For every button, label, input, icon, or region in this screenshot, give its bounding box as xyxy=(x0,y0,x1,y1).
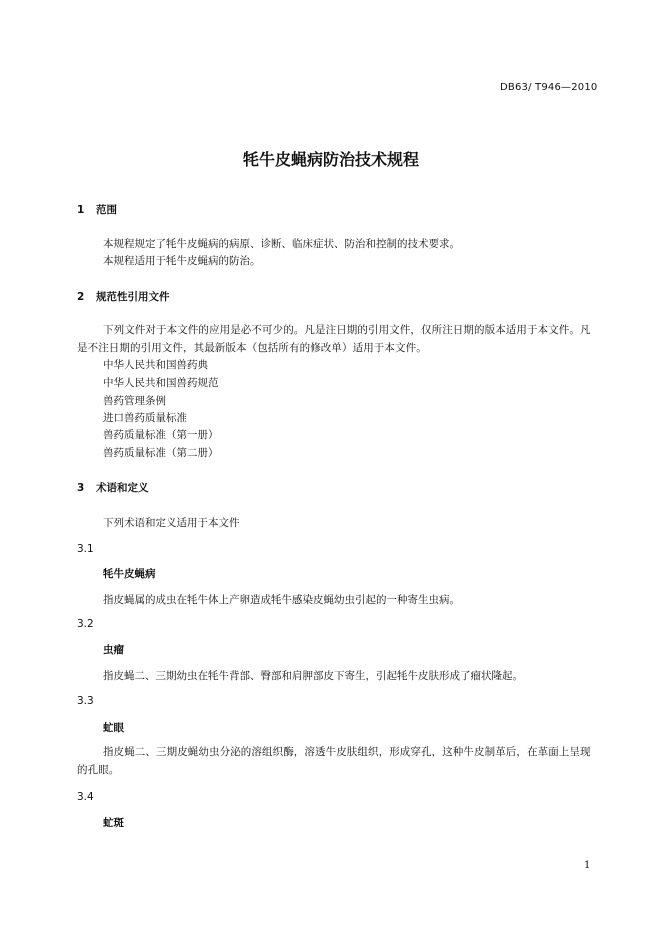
section-number: 1 xyxy=(77,204,85,216)
reference-item: 兽药质量标准（第一册） xyxy=(103,429,219,441)
section-title: 规范性引用文件 xyxy=(96,291,170,303)
subsection-number: 3.3 xyxy=(77,695,94,707)
section-number: 3 xyxy=(77,482,85,494)
paragraph: 本规程规定了牦牛皮蝇病的病原、诊断、临床症状、防治和控制的技术要求。 xyxy=(103,238,460,250)
paragraph: 本规程适用于牦牛皮蝇病的防治。 xyxy=(103,255,261,267)
subsection-number: 3.4 xyxy=(77,791,94,803)
document-title: 牦牛皮蝇病防治技术规程 xyxy=(242,150,419,169)
section-title: 范围 xyxy=(96,204,117,216)
reference-item: 中华人民共和国兽药典 xyxy=(103,359,208,371)
term: 虫瘤 xyxy=(103,644,124,656)
paragraph: 下列文件对于本文件的应用是必不可少的。凡是注日期的引用文件，仅所注日期的版本适用于本文件。凡是不注日期的引用文件，其最新版本（包括所有的修改单）适用于本文件。 xyxy=(77,324,591,354)
term: 虻斑 xyxy=(103,817,124,829)
section-number: 2 xyxy=(77,291,85,303)
term-definition: 指皮蝇二、三期幼虫在牦牛背部、臀部和肩胛部皮下寄生，引起牦牛皮肤形成了瘤状隆起。 xyxy=(103,670,523,682)
reference-item: 兽药质量标准（第二册） xyxy=(103,447,219,459)
document-code: DB63/ T946—2010 xyxy=(500,82,598,93)
section-1-heading xyxy=(77,202,117,217)
term-definition: 指皮蝇二、三期皮蝇幼虫分泌的溶组织酶，溶透牛皮肤组织，形成穿孔，这种牛皮制革后，在革面上呈现的孔眼。 xyxy=(77,746,591,776)
reference-item: 兽药管理条例 xyxy=(103,395,166,407)
section-2-heading xyxy=(77,289,170,304)
reference-item: 进口兽药质量标准 xyxy=(103,412,187,424)
page-number: 1 xyxy=(584,860,591,871)
term-definition: 指皮蝇属的成虫在牦牛体上产卵造成牦牛感染皮蝇幼虫引起的一种寄生虫病。 xyxy=(103,594,460,606)
subsection-number: 3.1 xyxy=(77,543,94,555)
term: 虻眼 xyxy=(103,722,124,734)
section-3-heading xyxy=(77,480,149,495)
section-title: 术语和定义 xyxy=(96,482,149,494)
reference-item: 中华人民共和国兽药规范 xyxy=(103,377,219,389)
paragraph: 下列术语和定义适用于本文件 xyxy=(103,517,240,529)
term: 牦牛皮蝇病 xyxy=(103,568,156,580)
subsection-number: 3.2 xyxy=(77,618,94,630)
